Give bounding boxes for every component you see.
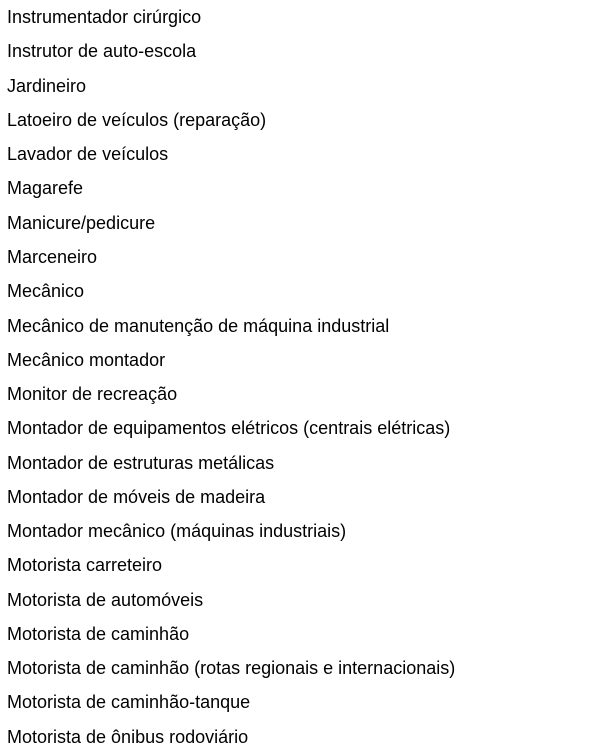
list-item: Mecânico: [7, 281, 85, 302]
list-item: Motorista de caminhão (rotas regionais e internacionais): [7, 658, 456, 679]
list-item: Montador de móveis de madeira: [7, 486, 266, 507]
list-item: Lavador de veículos: [7, 144, 169, 165]
list-item: Monitor de recreação: [7, 384, 178, 405]
list-item: Motorista de automóveis: [7, 589, 204, 610]
list-item: Montador de estruturas metálicas: [7, 452, 275, 473]
list-item: Marceneiro: [7, 246, 98, 267]
list-item: Mecânico de manutenção de máquina industrial: [7, 315, 390, 336]
list-item: Motorista de caminhão: [7, 623, 190, 644]
list-item: Instrutor de auto-escola: [7, 41, 197, 62]
list-item: Manicure/pedicure: [7, 212, 156, 233]
list-item: Motorista de caminhão-tanque: [7, 692, 251, 713]
list-item: Magarefe: [7, 178, 84, 199]
list-item: Montador mecânico (máquinas industriais): [7, 521, 347, 542]
list-item: Motorista de ônibus rodoviário: [7, 726, 249, 747]
list-item: Instrumentador cirúrgico: [7, 7, 202, 28]
list-item: Mecânico montador: [7, 349, 166, 370]
list-item: Latoeiro de veículos (reparação): [7, 109, 267, 130]
list-item: Jardineiro: [7, 75, 87, 96]
list-item: Motorista carreteiro: [7, 555, 163, 576]
list-item: Montador de equipamentos elétricos (centrais elétricas): [7, 418, 451, 439]
